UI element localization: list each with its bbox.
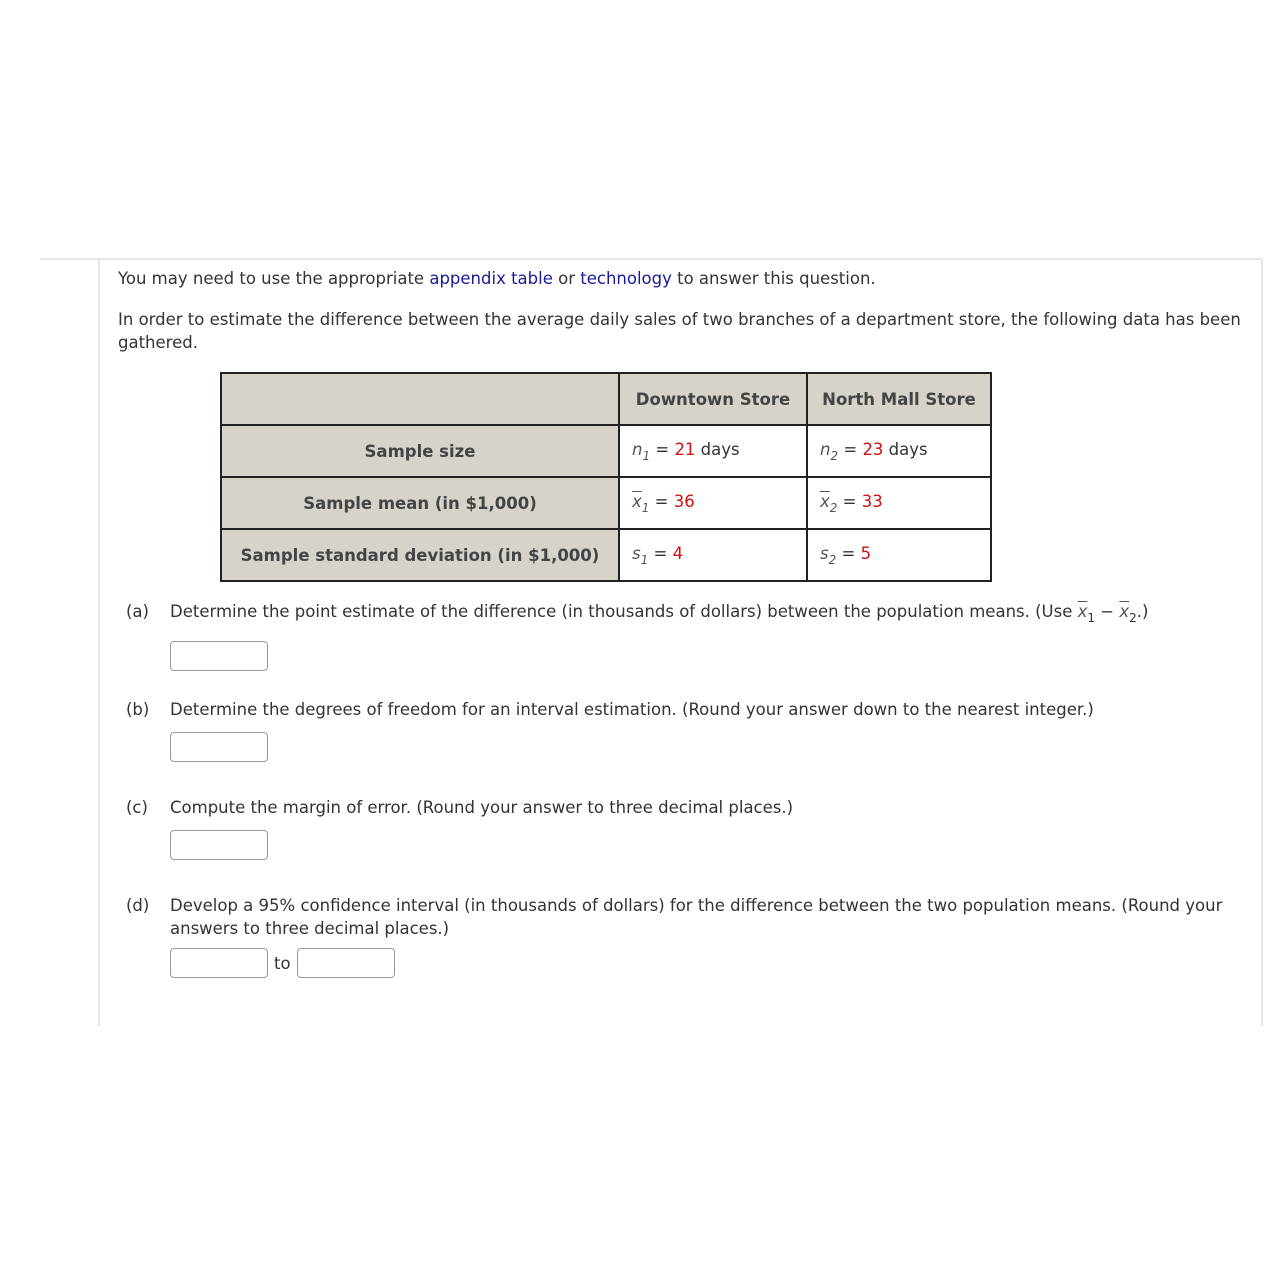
table-row xyxy=(221,529,991,581)
question-stem: In order to estimate the difference between the average daily sales of two branches of a department store, the following data has been gathered. xyxy=(118,310,1241,352)
cell-n2: $n_2 = 23$ days xyxy=(807,425,991,477)
answer-input-c[interactable] xyxy=(170,830,268,860)
part-c xyxy=(126,796,1246,894)
part-b-prompt: Determine the degrees of freedom for an interval estimation. (Round your answer down to the nearest integer.) xyxy=(170,700,1094,719)
part-a xyxy=(126,600,1246,698)
part-b-label: (b) xyxy=(126,700,150,719)
intro-text: You may need to use the appropriate appendix table or technology to answer this question. xyxy=(118,269,876,288)
table-header-blank xyxy=(221,373,619,425)
right-divider xyxy=(1261,260,1263,1026)
question-content xyxy=(118,267,1243,370)
answer-input-b[interactable] xyxy=(170,732,268,762)
data-table xyxy=(220,372,992,582)
left-divider xyxy=(98,260,100,1026)
part-d xyxy=(126,894,1246,978)
part-a-prompt: Determine the point estimate of the difference (in thousands of dollars) between the population means. (Use $\overline{x}_1 - \overline{x}_2$.) xyxy=(170,602,1149,625)
table-row xyxy=(221,477,991,529)
answer-input-d-upper[interactable] xyxy=(297,948,395,978)
cell-n1: $n_1 = 21$ days xyxy=(619,425,807,477)
cell-xbar2: $\overline{x}_2 = 33$ xyxy=(807,477,991,529)
part-d-label: (d) xyxy=(126,896,150,915)
table-header-north-mall: North Mall Store xyxy=(807,373,991,425)
table-header-row xyxy=(221,373,991,425)
part-a-label: (a) xyxy=(126,602,149,621)
part-d-prompt: Develop a 95% confidence interval (in thousands of dollars) for the difference between the two population means. (Round your answers to three decimal places.) xyxy=(170,896,1223,938)
answer-input-a[interactable] xyxy=(170,641,268,671)
question-parts xyxy=(126,600,1246,978)
appendix-table-link[interactable]: appendix table xyxy=(429,269,553,288)
cell-s1: $s_1 = 4$ xyxy=(619,529,807,581)
technology-link[interactable]: technology xyxy=(580,269,672,288)
row-label-sample-sd: Sample standard deviation (in $1,000) xyxy=(221,529,619,581)
part-c-prompt: Compute the margin of error. (Round your answer to three decimal places.) xyxy=(170,798,794,817)
table-row xyxy=(221,425,991,477)
answer-input-d-lower[interactable] xyxy=(170,948,268,978)
part-b xyxy=(126,698,1246,796)
table-header-downtown: Downtown Store xyxy=(619,373,807,425)
cell-s2: $s_2 = 5$ xyxy=(807,529,991,581)
row-label-sample-size: Sample size xyxy=(221,425,619,477)
row-label-sample-mean: Sample mean (in $1,000) xyxy=(221,477,619,529)
cell-xbar1: $\overline{x}_1 = 36$ xyxy=(619,477,807,529)
top-divider xyxy=(40,258,1262,260)
interval-to-label: to xyxy=(274,953,291,973)
part-c-label: (c) xyxy=(126,798,148,817)
